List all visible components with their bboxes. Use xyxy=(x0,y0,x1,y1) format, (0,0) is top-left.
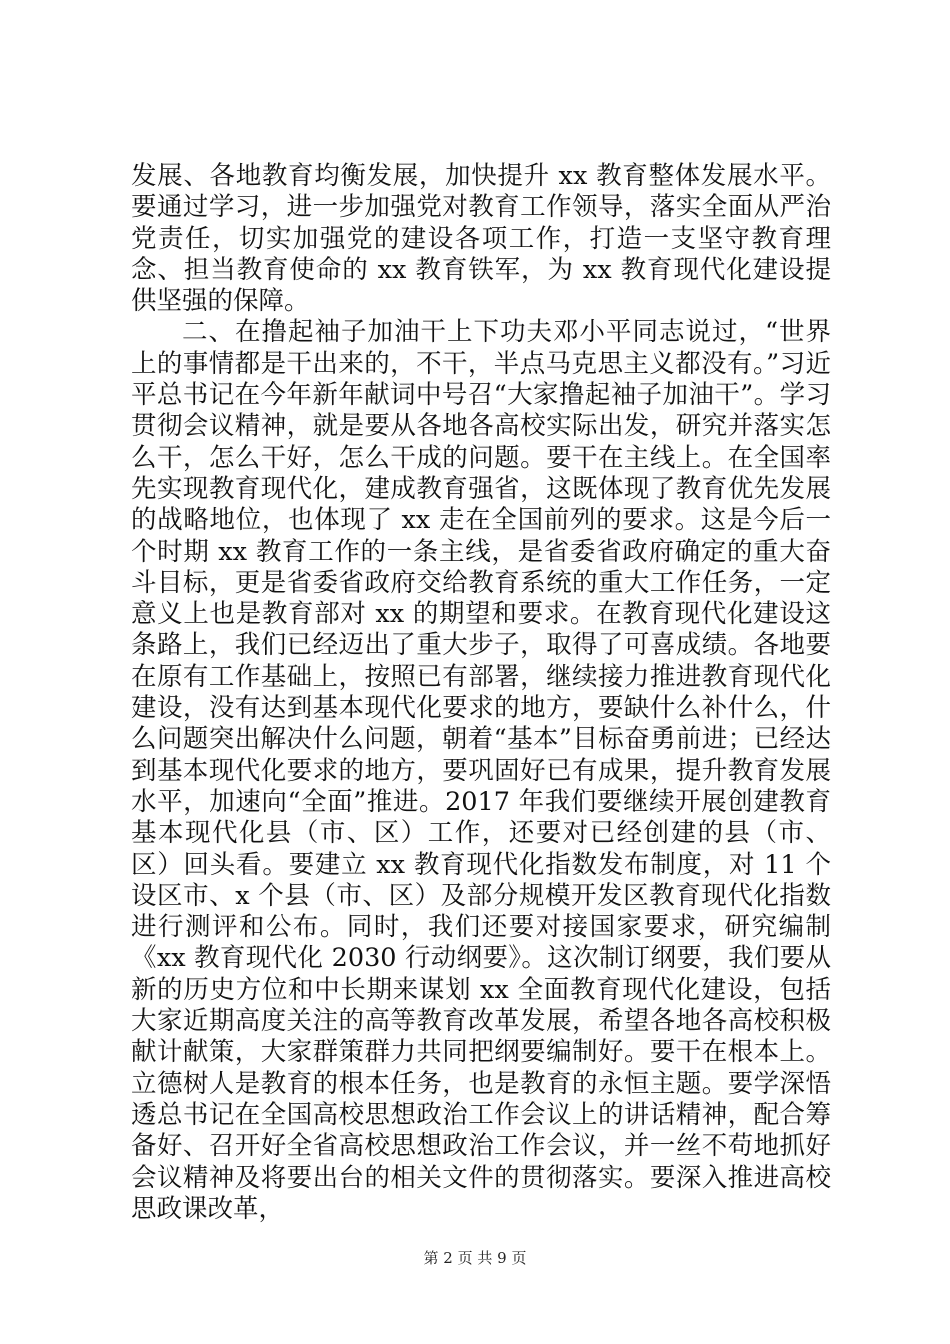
page-footer xyxy=(0,1248,950,1268)
page-number-label: 第 2 页 共 9 页 xyxy=(423,1249,527,1267)
paragraph-section-two: 二、在撸起袖子加油干上下功夫邓小平同志说过，“世界上的事情都是干出来的，不干，半点马克思主义都没有。”习近平总书记在今年新年献词中号召“大家撸起袖子加油干”。学习贯彻会议精神，就是要从各地各高校实际出发，研究并落实怎么干，怎么干好，怎么干成的问题。要干在主线上。在全国率先实现教育现代化，建成教育强省，这既体现了教育优先发展的战略地位，也体现了 xx 走在全国前列的要求。这是今后一个时期 xx 教育工作的一条主线，是省委省政府确定的重大奋斗目标，更是省委省政府交给教育系统的重大工作任务，一定意义上也是教育部对 xx 的期望和要求。在教育现代化建设这条路上，我们已经迈出了重大步子，取得了可喜成绩。各地要在原有工作基础上，按照已有部署，继续接力推进教育现代化建设，没有达到基本现代化要求的地方，要缺什么补什么，什么问题突出解决什么问题，朝着“基本”目标奋勇前进；已经达到基本现代化要求的地方，要巩固好已有成果，提升教育发展水平，加速向“全面”推进。2017 年我们要继续开展创建教育基本现代化县（市、区）工作，还要对已经创建的县（市、区）回头看。要建立 xx 教育现代化指数发布制度，对 11 个设区市、x 个县（市、区）及部分规模开发区教育现代化指数进行测评和公布。同时，我们还要对接国家要求，研究编制《xx 教育现代化 2030 行动纲要》。这次制订纲要，我们要从新的历史方位和中长期来谋划 xx 全面教育现代化建设，包括大家近期高度关注的高等教育改革发展，希望各地各高校积极献计献策，大家群策群力共同把纲要编制好。要干在根本上。立德树人是教育的根本任务，也是教育的永恒主题。要学深悟透总书记在全国高校思想政治工作会议上的讲话精神，配合筹备好、召开好全省高校思想政治工作会议，并一丝不苟地抓好会议精神及将要出台的相关文件的贯彻落实。要深入推进高校思政课改革， xyxy=(131,317,831,1224)
paragraph-continuation: 发展、各地教育均衡发展，加快提升 xx 教育整体发展水平。要通过学习，进一步加强党对教育工作领导，落实全面从严治党责任，切实加强党的建设各项工作，打造一支坚守教育理念、担当教育使命的 xx 教育铁军，为 xx 教育现代化建设提供坚强的保障。 xyxy=(131,161,831,317)
document-body xyxy=(131,161,831,1225)
